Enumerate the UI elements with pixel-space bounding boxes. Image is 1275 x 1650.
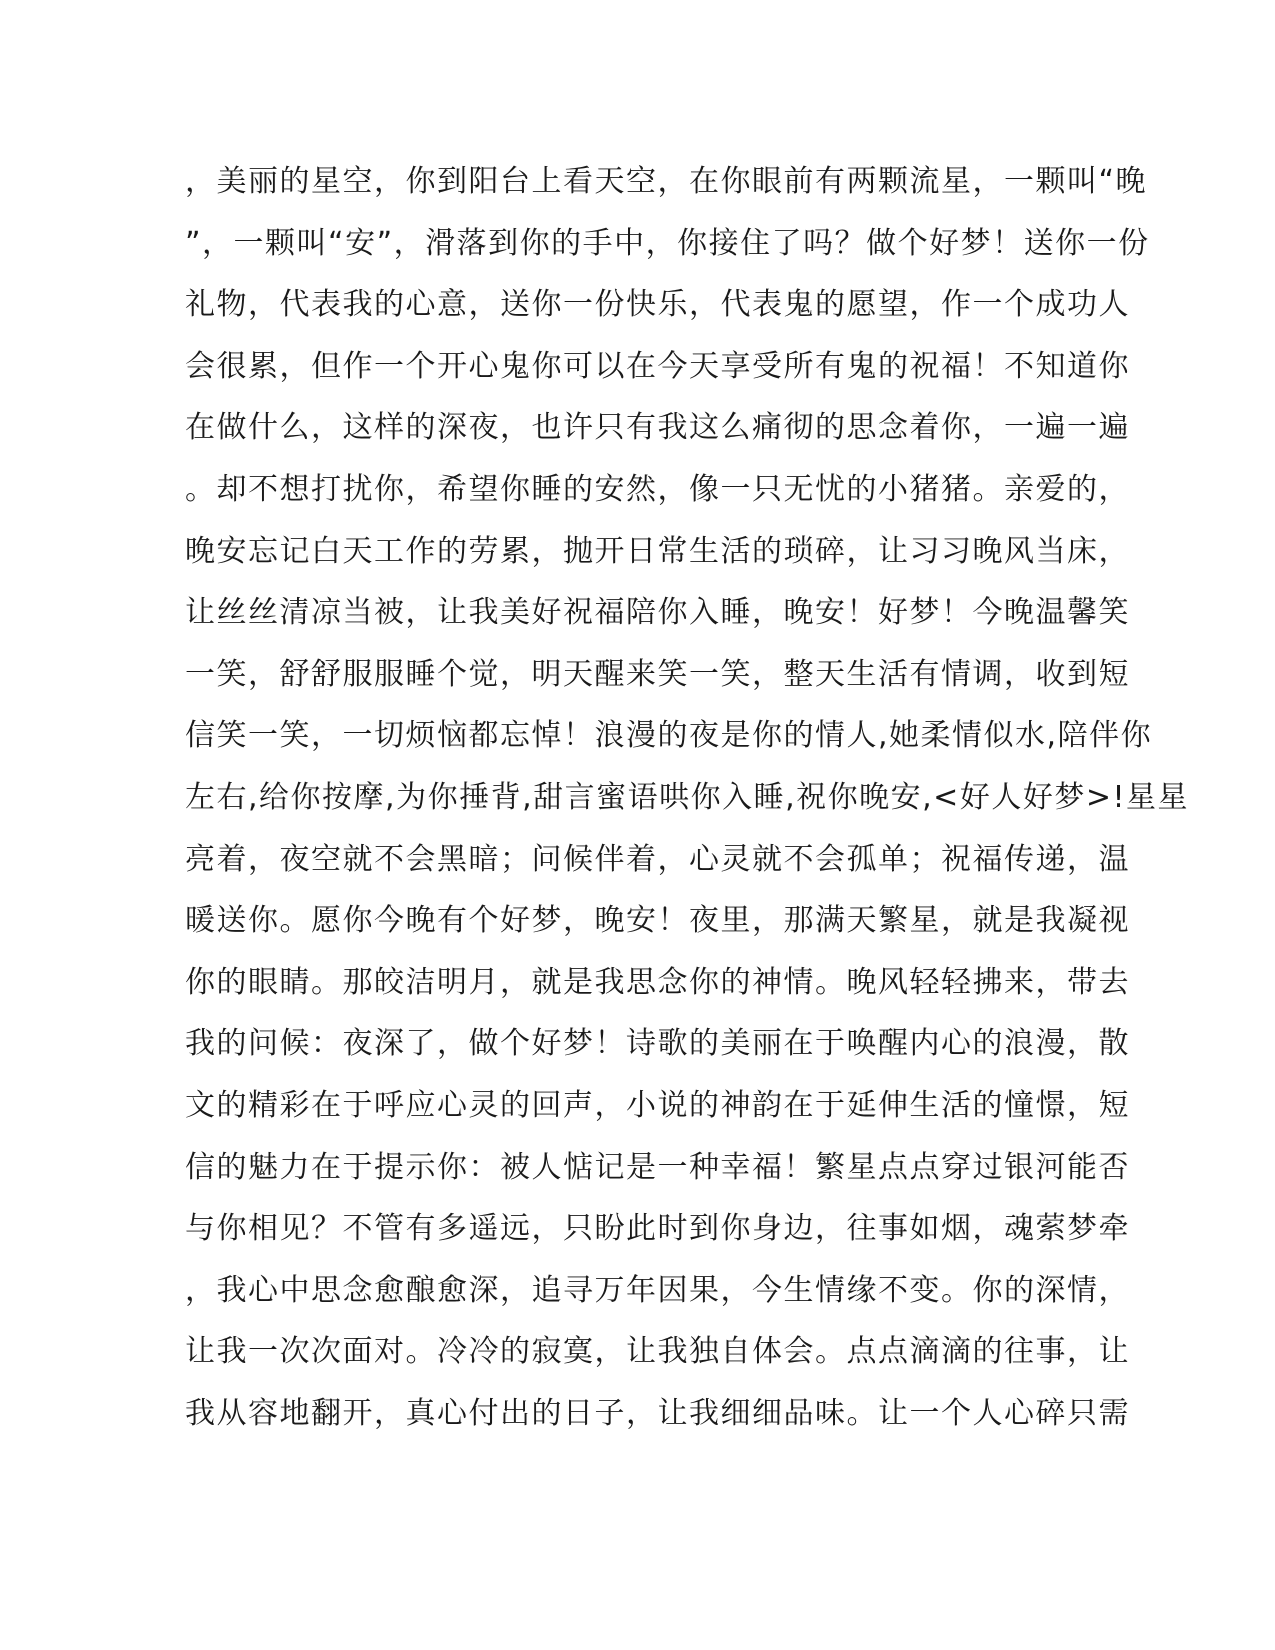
text-line: 信笑一笑，一切烦恼都忘悼！浪漫的夜是你的情人,她柔情似水,陪伴你 [185,718,1153,754]
text-line: 礼物，代表我的心意，送你一份快乐，代表鬼的愿望，作一个成功人 [185,287,1130,323]
text-line: 我从容地翻开，真心付出的日子，让我细细品味。让一个人心碎只需 [185,1395,1130,1431]
text-line: 暖送你。愿你今晚有个好梦，晚安！夜里，那满天繁星，就是我凝视 [185,903,1130,939]
text-line: 让丝丝清凉当被，让我美好祝福陪你入睡，晚安！好梦！今晚温馨笑 [185,595,1130,631]
text-line: 亮着，夜空就不会黑暗；问候伴着，心灵就不会孤单；祝福传递，温 [185,841,1130,877]
text-line: 信的魅力在于提示你：被人惦记是一种幸福！繁星点点穿过银河能否 [185,1149,1130,1185]
body-text [185,162,1189,1455]
text-line: 与你相见？不管有多遥远，只盼此时到你身边，往事如烟，魂萦梦牵 [185,1211,1130,1247]
text-line: ”，一颗叫“安”，滑落到你的手中，你接住了吗？做个好梦！送你一份 [185,225,1150,261]
text-line: ，美丽的星空，你到阳台上看天空，在你眼前有两颗流星，一颗叫“晚 [185,164,1148,199]
text-line: 文的精彩在于呼应心灵的回声，小说的神韵在于延伸生活的憧憬，短 [185,1087,1130,1123]
text-line: 。却不想打扰你，希望你睡的安然，像一只无忧的小猪猪。亲爱的， [185,471,1130,507]
text-line: 我的问候：夜深了，做个好梦！诗歌的美丽在于唤醒内心的浪漫，散 [185,1026,1130,1062]
text-line: 一笑，舒舒服服睡个觉，明天醒来笑一笑，整天生活有情调，收到短 [185,656,1130,692]
text-line: 会很累，但作一个开心鬼你可以在今天享受所有鬼的祝福！不知道你 [185,348,1130,384]
text-line: 晚安忘记白天工作的劳累，抛开日常生活的琐碎，让习习晚风当床， [185,533,1130,569]
text-line: 你的眼睛。那皎洁明月，就是我思念你的神情。晚风轻轻拂来，带去 [185,964,1130,1000]
text-line: 让我一次次面对。冷冷的寂寞，让我独自体会。点点滴滴的往事，让 [185,1334,1130,1370]
text-line: ，我心中思念愈酿愈深，追寻万年因果，今生情缘不变。你的深情， [185,1272,1130,1308]
text-line: 在做什么，这样的深夜，也许只有我这么痛彻的思念着你，一遍一遍 [185,410,1130,446]
text-line: 左右,给你按摩,为你捶背,甜言蜜语哄你入睡,祝你晚安,<好人好梦>!星星 [185,779,1189,815]
